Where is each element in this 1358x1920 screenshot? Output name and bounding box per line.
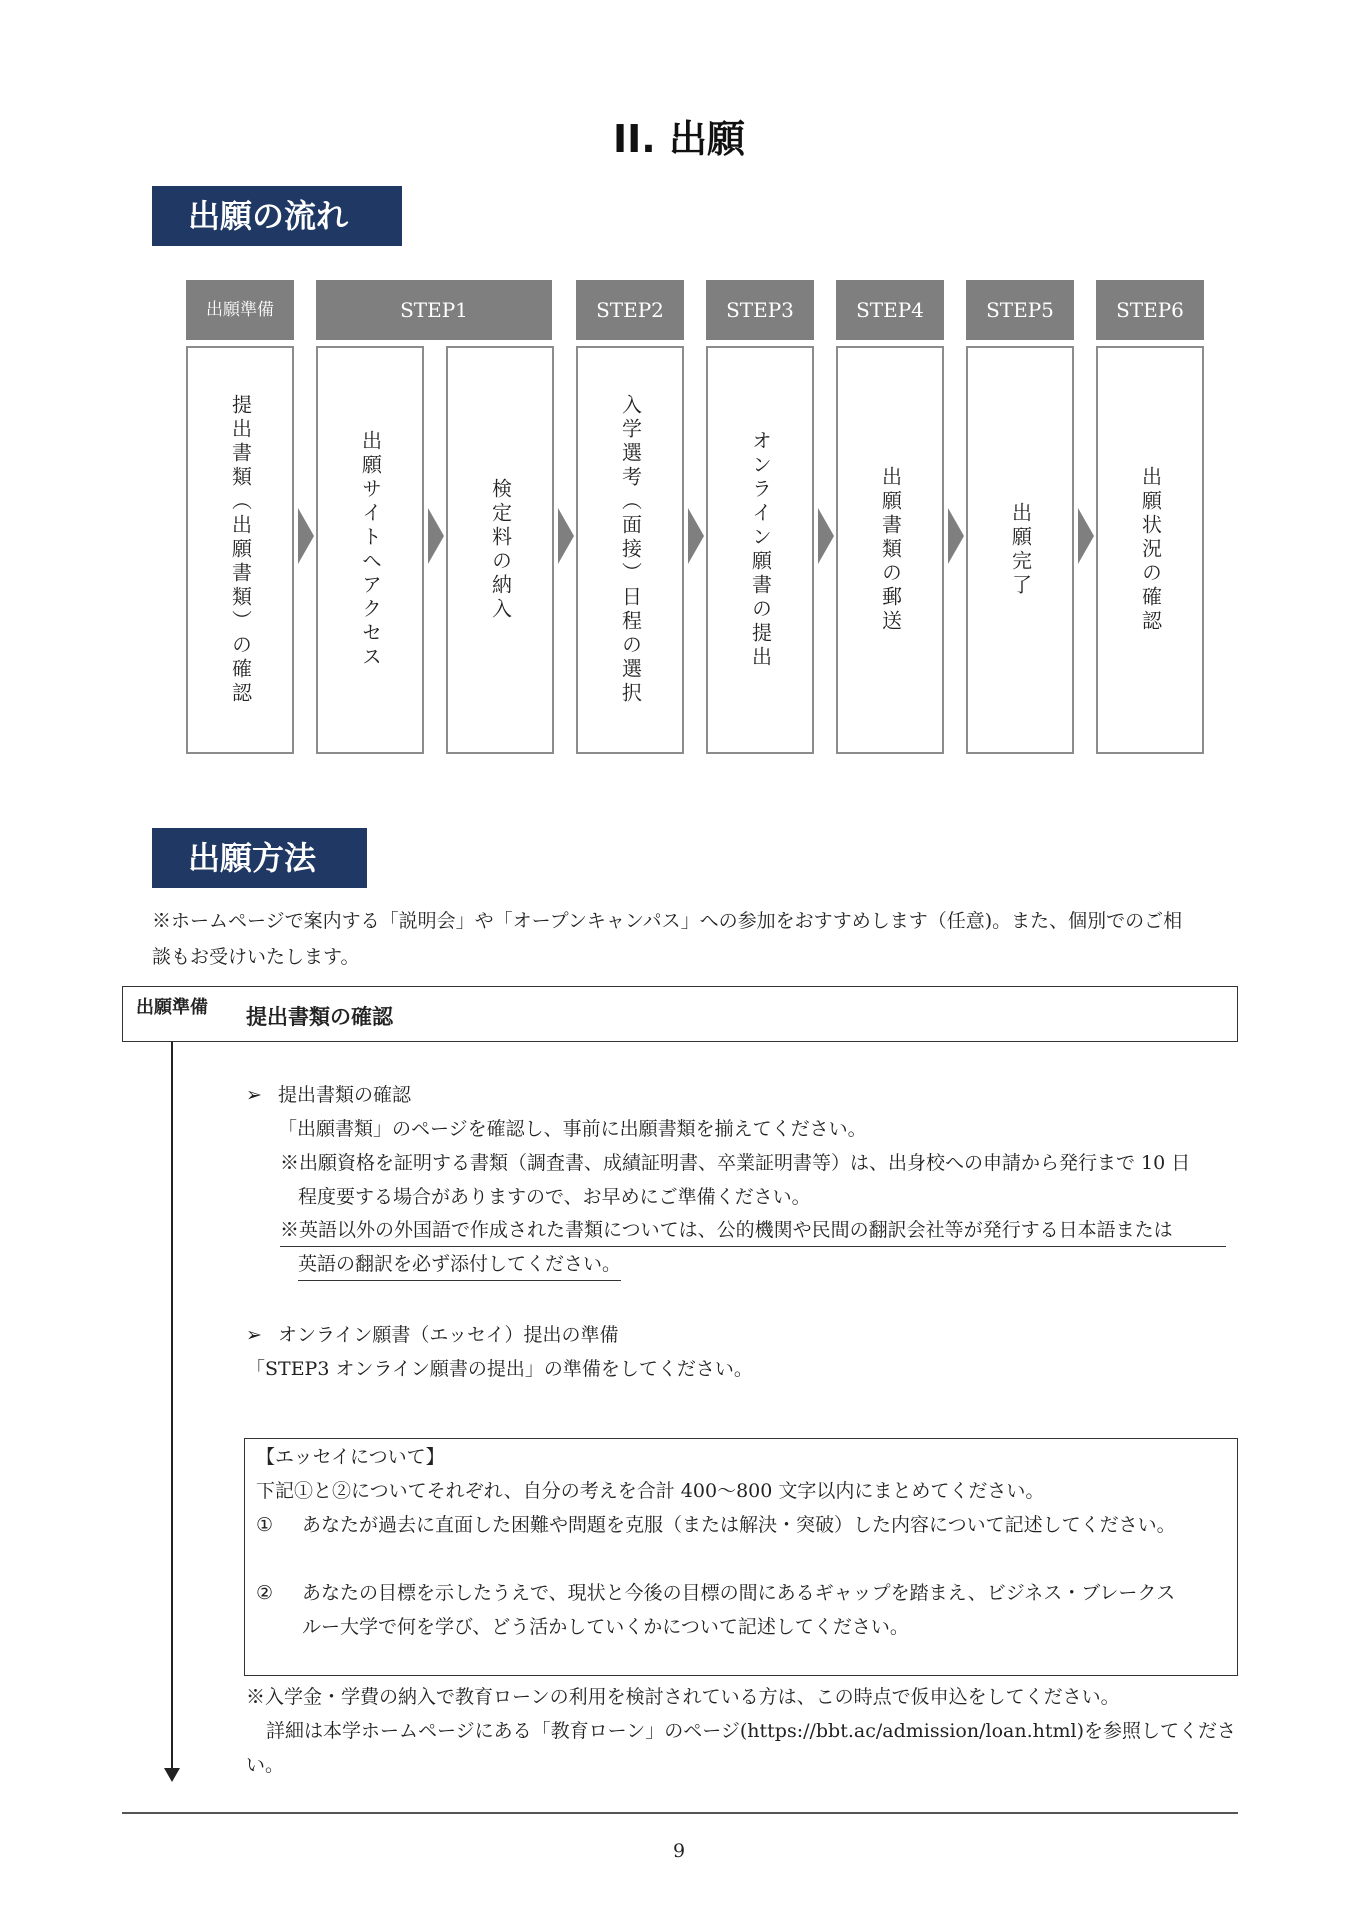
step-box-application-complete xyxy=(966,346,1074,754)
step-header-1: STEP1 xyxy=(316,280,552,340)
step-header-2: STEP2 xyxy=(576,280,684,340)
item1-line-3: 程度要する場合がありますので、お早めにご準備ください。 xyxy=(298,1186,811,1208)
step-header-preparation: 出願準備 xyxy=(186,280,294,340)
essay-number-1: ① xyxy=(256,1514,274,1536)
essay-title: 【エッセイについて】 xyxy=(256,1446,445,1468)
flow-arrow-icon xyxy=(948,508,964,564)
step-box-label: 出願書類の郵送 xyxy=(878,466,903,634)
item1-line-2: ※出願資格を証明する書類（調査書、成績証明書、卒業証明書等）は、出身校への申請から発行まで 10 日 xyxy=(280,1152,1191,1174)
page-number: 9 xyxy=(672,1840,686,1862)
bullet-icon: ➢ xyxy=(246,1084,262,1106)
flow-arrow-icon xyxy=(558,508,574,564)
step-box-label: 出願サイトへアクセス xyxy=(358,430,383,670)
step-header-5: STEP5 xyxy=(966,280,1074,340)
flow-arrow-icon xyxy=(818,508,834,564)
prep-title: 提出書類の確認 xyxy=(246,1005,393,1029)
step-box-label: オンライン願書の提出 xyxy=(748,430,773,670)
flow-arrow-icon xyxy=(298,508,314,564)
loan-note-line-3: い。 xyxy=(246,1754,285,1776)
item1-line-4: ※英語以外の外国語で作成された書類については、公的機関や民間の翻訳会社等が発行する日本語または xyxy=(280,1214,1226,1247)
step-box-online-application xyxy=(706,346,814,754)
intro-text-line-2: 談もお受けいたします。 xyxy=(152,946,360,968)
loan-note-line-2: 詳細は本学ホームページにある「教育ローン」のページ(https://bbt.ac/admission/loan.html)を参照してくださ xyxy=(266,1720,1237,1742)
flow-arrow-icon xyxy=(428,508,444,564)
step-box-access-site xyxy=(316,346,424,754)
essay-instruction: 下記①と②についてそれぞれ、自分の考えを合計 400〜800 文字以内にまとめてください。 xyxy=(256,1480,1045,1502)
essay-question-2a: あなたの目標を示したうえで、現状と今後の目標の間にあるギャップを踏まえ、ビジネス・ブレークス xyxy=(302,1582,1176,1604)
step-box-document-check xyxy=(186,346,294,754)
essay-question-1: あなたが過去に直面した困難や問題を克服（または解決・突破）した内容について記述してください。 xyxy=(302,1514,1176,1536)
flow-arrow-icon xyxy=(688,508,704,564)
step-header-3: STEP3 xyxy=(706,280,814,340)
step-box-label: 出願完了 xyxy=(1008,502,1033,598)
footer-divider xyxy=(122,1812,1238,1814)
item1-line-1: 「出願書類」のページを確認し、事前に出願書類を揃えてください。 xyxy=(278,1118,867,1140)
step-box-label: 入学選考︵面接︶日程の選択 xyxy=(618,394,643,706)
item2-heading: オンライン願書（エッセイ）提出の準備 xyxy=(278,1324,619,1346)
step-box-label: 提出書類︵出願書類︶の確認 xyxy=(228,394,253,706)
step-box-interview-schedule xyxy=(576,346,684,754)
arrow-down-icon xyxy=(164,1768,180,1782)
flow-arrow-icon xyxy=(1078,508,1094,564)
method-section-title: 出願方法 xyxy=(152,828,367,888)
step-box-status-check xyxy=(1096,346,1204,754)
essay-question-2b: ルー大学で何を学び、どう活かしていくかについて記述してください。 xyxy=(302,1616,909,1638)
loan-note-line-1: ※入学金・学費の納入で教育ローンの利用を検討されている方は、この時点で仮申込をしてください。 xyxy=(246,1686,1120,1708)
step-box-label: 出願状況の確認 xyxy=(1138,466,1163,634)
step-box-mail-documents xyxy=(836,346,944,754)
chapter-title: II. 出願 xyxy=(613,117,745,161)
item2-line-1: 「STEP3 オンライン願書の提出」の準備をしてください。 xyxy=(246,1358,753,1380)
item1-heading: 提出書類の確認 xyxy=(278,1084,412,1106)
prep-label: 出願準備 xyxy=(136,997,208,1018)
step-header-6: STEP6 xyxy=(1096,280,1204,340)
essay-number-2: ② xyxy=(256,1582,274,1604)
timeline-line xyxy=(171,1042,173,1768)
intro-text-line-1: ※ホームページで案内する「説明会」や「オープンキャンパス」への参加をおすすめします（任意)。また、個別でのご相 xyxy=(152,910,1183,932)
step-box-label: 検定料の納入 xyxy=(488,478,513,622)
step-header-4: STEP4 xyxy=(836,280,944,340)
bullet-icon: ➢ xyxy=(246,1324,262,1346)
flow-section-title: 出願の流れ xyxy=(152,186,402,246)
step-box-fee-payment xyxy=(446,346,554,754)
item1-line-5: 英語の翻訳を必ず添付してください。 xyxy=(298,1248,621,1281)
